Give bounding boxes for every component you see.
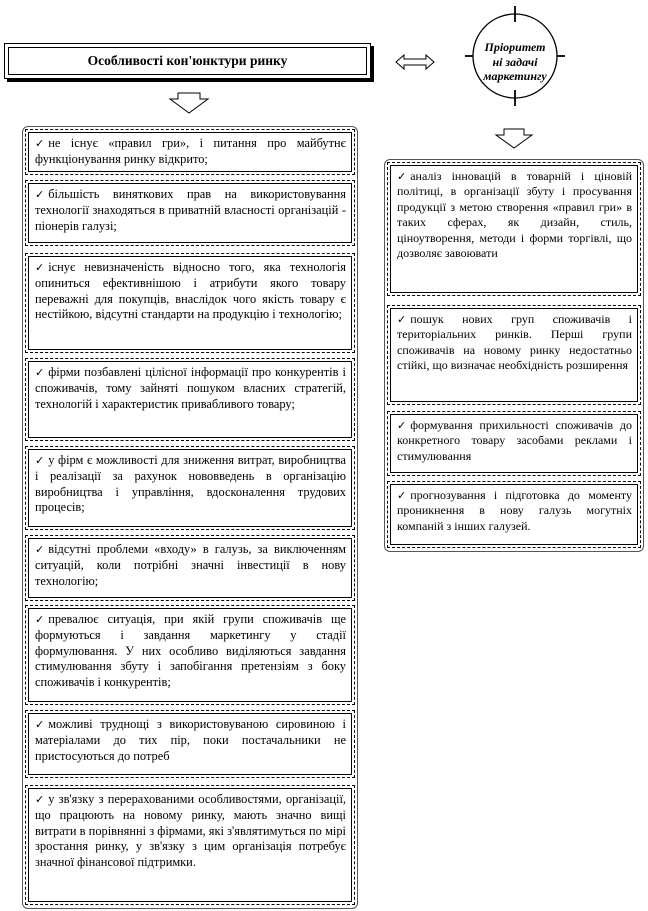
diagram-title: Особливості кон'юнктури ринку [8,47,367,75]
left-item-6: ✓ відсутні проблеми «входу» в галузь, за виключенням ситуацій, коли потрібні значні інвестиції в нову технологію; [25,535,355,601]
check-mark-icon: ✓ [397,313,407,326]
check-mark-icon: ✓ [397,170,407,183]
left-item-7: ✓ превалює ситуація, при якій групи споживачів ще формуються і завдання маркетингу у стадії формулювання. У них особливо виділяються завдання стимулювання збуту і запобігання претензіям з боку споживачів і конкурентів; [25,605,355,705]
check-mark-icon: ✓ [35,543,45,556]
left-item-4: ✓ фірми позбавлені цілісної інформації про конкурентів і споживачів, тому зайняті пошуком власних стратегій, технологій і характеристик привабливого товару; [25,358,355,441]
left-item-5: ✓ у фірм є можливості для зниження витрат, виробництва і реалізації за рахунок нововведень в організацію виробництва і управління, вдосконалення трудових процесів; [25,446,355,530]
left-item-1: ✓ не існує «правил гри», і питання про майбутнє функціонування ринку відкрито; [25,129,355,175]
right-item-1: ✓ аналіз інновацій в товарній і ціновій політиці, в організації збуту і просування продукції з метою створення «правил гри» в таких сферах, як дизайн, стиль, ціноутворення, методи і форми торгівлі, що дозволяє завоювати [387,162,641,296]
down-arrow-left-icon [170,93,208,113]
check-mark-icon: ✓ [35,454,45,467]
check-mark-icon: ✓ [35,793,45,806]
right-item-4: ✓ прогнозування і підготовка до моменту проникнення в нову галузь могутніх компаній з інших галузей. [387,481,641,548]
check-mark-icon: ✓ [397,489,407,502]
title-box [4,43,371,79]
check-mark-icon: ✓ [35,188,45,201]
check-mark-icon: ✓ [35,718,45,731]
priority-label: Пріоритет ні задачі маркетингу [483,40,547,83]
down-arrow-right-icon [496,129,532,148]
right-item-3: ✓ формування прихильності споживачів до конкретного товару засобами реклами і стимулювання [387,411,641,476]
check-mark-icon: ✓ [35,366,45,379]
check-mark-icon: ✓ [397,419,407,432]
left-item-8: ✓ можливі труднощі з використовуваною сировиною і матеріалами до тих пір, поки постачальники не пристосуються до потреб [25,710,355,778]
left-item-3: ✓ існує невизначеність відносно того, яка технологія опиниться ефективнішою і атрибути якого товару переважні для покупців, внаслідок чого якість товару є нестійкою, відсутні стандарти на продукцію і технологію; [25,253,355,353]
check-mark-icon: ✓ [35,613,45,626]
check-mark-icon: ✓ [35,261,45,274]
left-item-2: ✓ більшість виняткових прав на використовування технології знаходяться в приватній власності організацій - піонерів галузі; [25,180,355,246]
right-item-2: ✓ пошук нових груп споживачів і територіальних ринків. Перші групи споживачів на новому ринку недостатньо стійкі, що визначає необхідність розширення [387,305,641,405]
left-item-9: ✓ у зв'язку з перерахованими особливостями, організації, що працюють на новому ринку, мають значно вищі витрати в порівнянні з фірмами, які з'являтимуться по мірі зростання ринку, у зв'язку з цим організація потребує значної фінансової підтримки. [25,785,355,905]
check-mark-icon: ✓ [35,137,45,150]
double-arrow-icon [396,55,434,69]
